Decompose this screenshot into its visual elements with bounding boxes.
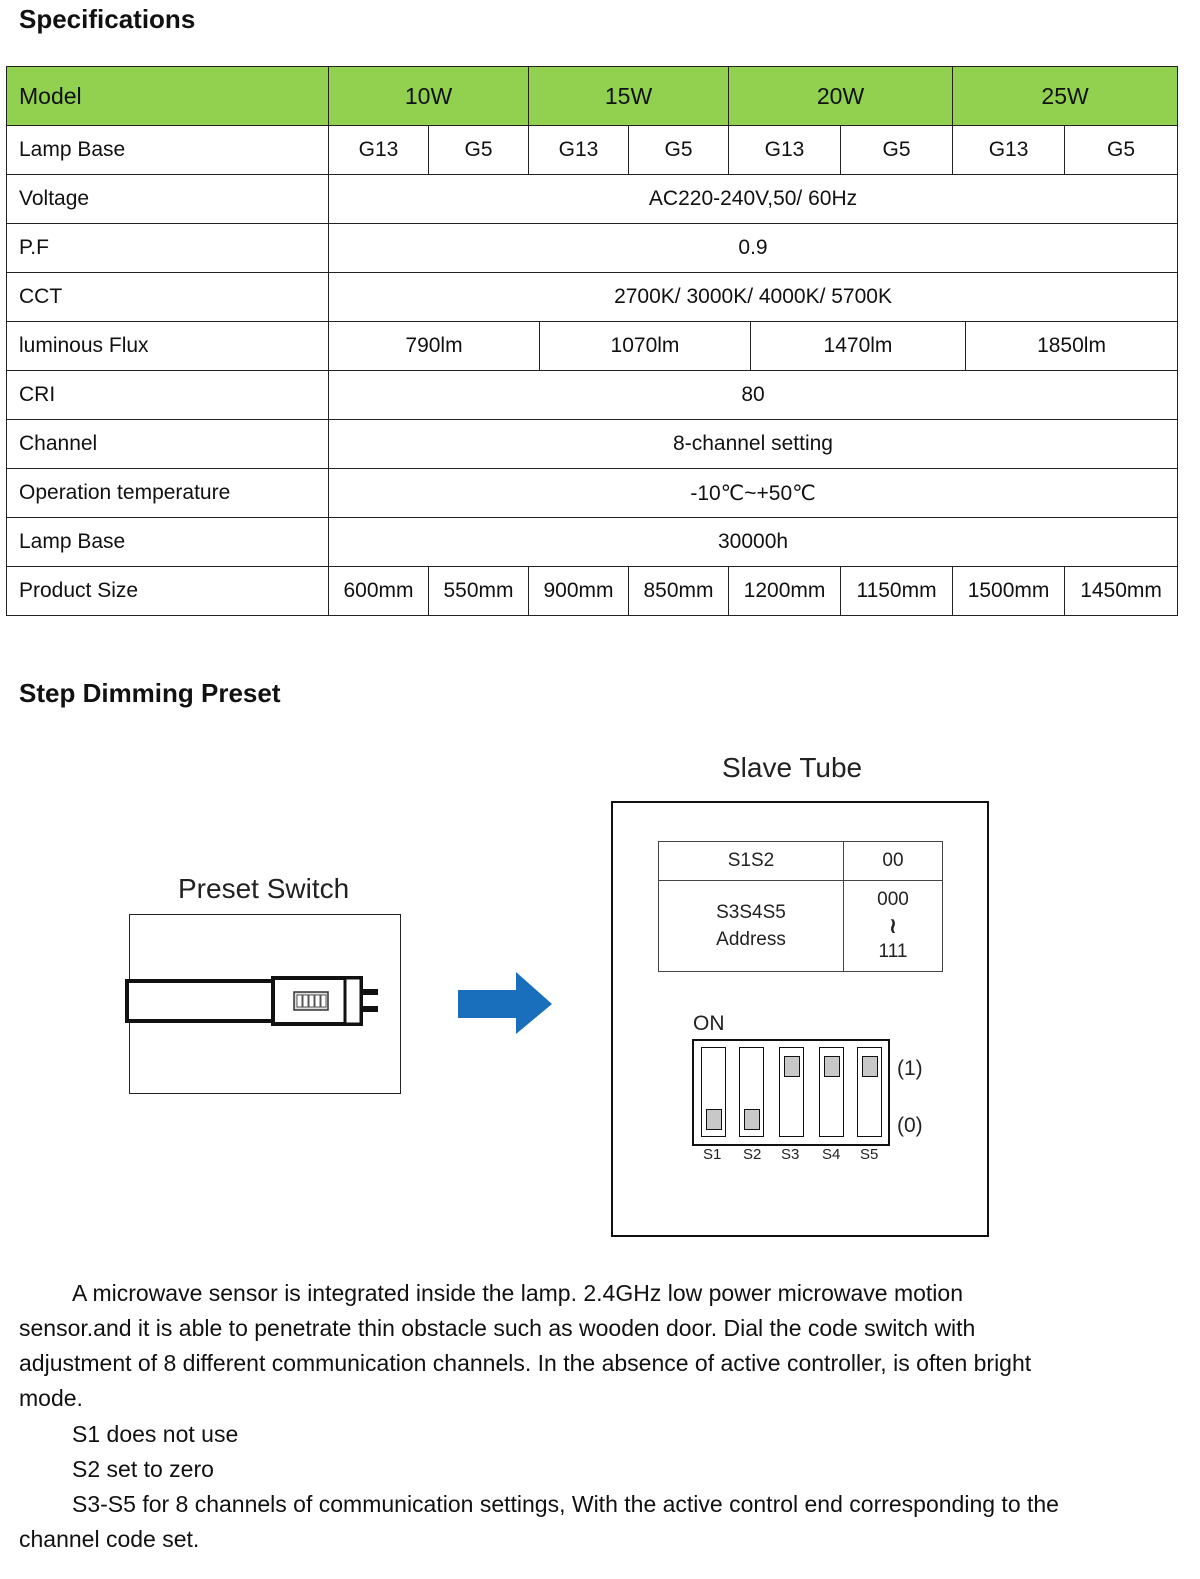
dip-slot-s1[interactable] bbox=[701, 1047, 726, 1137]
channel-value: 8-channel setting bbox=[329, 420, 1178, 469]
row-label: Channel bbox=[7, 420, 329, 469]
mini-dip-switch-icon bbox=[294, 992, 328, 1010]
dip-knob-s3[interactable] bbox=[784, 1056, 800, 1077]
lifetime-row bbox=[7, 518, 1178, 567]
size-cell: 850mm bbox=[629, 567, 729, 616]
pf-value: 0.9 bbox=[329, 224, 1178, 273]
luminous-flux-group bbox=[329, 322, 1178, 371]
row-label: CCT bbox=[7, 273, 329, 322]
dip-switch bbox=[692, 1039, 890, 1146]
row-label: luminous Flux bbox=[7, 322, 329, 371]
row-label: Lamp Base bbox=[7, 126, 329, 175]
row-label: P.F bbox=[7, 224, 329, 273]
dip-knob-s1[interactable] bbox=[706, 1109, 722, 1130]
s1s2-value: 00 bbox=[844, 842, 943, 881]
model-15w: 15W bbox=[529, 67, 729, 126]
size-cell: 1200mm bbox=[729, 567, 841, 616]
dip-label-s5: S5 bbox=[860, 1146, 879, 1163]
flux-cell: 1850lm bbox=[1037, 334, 1106, 357]
model-10w: 10W bbox=[329, 67, 529, 126]
lamp-base-cell: G5 bbox=[1065, 126, 1178, 175]
voltage-value: AC220-240V,50/ 60Hz bbox=[329, 175, 1178, 224]
channel-row bbox=[7, 420, 1178, 469]
model-label: Model bbox=[7, 67, 329, 126]
lamp-base-cell: G13 bbox=[729, 126, 841, 175]
size-cell: 900mm bbox=[529, 567, 629, 616]
address-label bbox=[659, 881, 844, 972]
dip-knob-s4[interactable] bbox=[824, 1056, 840, 1077]
model-25w: 25W bbox=[953, 67, 1178, 126]
dip-slot-s5[interactable] bbox=[857, 1047, 882, 1137]
lamp-base-cell: G5 bbox=[429, 126, 529, 175]
cri-value: 80 bbox=[329, 371, 1178, 420]
address-to: 111 bbox=[878, 941, 908, 962]
lamp-base-cell: G13 bbox=[329, 126, 429, 175]
lamp-base-cell: G5 bbox=[841, 126, 953, 175]
slave-tube-title: Slave Tube bbox=[722, 752, 863, 783]
row-label: Voltage bbox=[7, 175, 329, 224]
step-dimming-heading: Step Dimming Preset bbox=[19, 678, 281, 708]
size-cell: 550mm bbox=[429, 567, 529, 616]
dip-slot-s3[interactable] bbox=[779, 1047, 804, 1137]
cct-row bbox=[7, 273, 1178, 322]
row-label: Operation temperature bbox=[7, 469, 329, 518]
address-range bbox=[844, 881, 943, 972]
dip-knob-s5[interactable] bbox=[862, 1056, 878, 1077]
operation-temperature-value: -10℃~+50℃ bbox=[329, 469, 1178, 518]
right-arrow-icon bbox=[458, 972, 554, 1036]
lamp-base-cell: G5 bbox=[629, 126, 729, 175]
dip-label-s3: S3 bbox=[781, 1146, 800, 1163]
tube-lamp-icon bbox=[124, 975, 386, 1027]
lamp-base-row bbox=[7, 126, 1178, 175]
size-cell: 1500mm bbox=[953, 567, 1065, 616]
model-row bbox=[7, 67, 1178, 126]
s3-s5-note: S3-S5 for 8 channels of communication settings, With the active control end corresponding to the channel code set. bbox=[19, 1491, 1059, 1552]
dip-label-s2: S2 bbox=[743, 1146, 762, 1163]
state-high-label: (1) bbox=[897, 1057, 923, 1080]
lamp-base-cell: G13 bbox=[529, 126, 629, 175]
state-low-label: (0) bbox=[897, 1114, 923, 1137]
preset-switch-title: Preset Switch bbox=[178, 873, 350, 904]
s1s2-label: S1S2 bbox=[659, 842, 844, 881]
specifications-heading: Specifications bbox=[19, 4, 196, 34]
address-label-line2: Address bbox=[716, 929, 786, 950]
cct-value: 2700K/ 3000K/ 4000K/ 5700K bbox=[329, 273, 1178, 322]
size-cell: 1150mm bbox=[841, 567, 953, 616]
row-label: Product Size bbox=[7, 567, 329, 616]
address-label-line1: S3S4S5 bbox=[716, 902, 786, 923]
voltage-row bbox=[7, 175, 1178, 224]
flux-cell: 790lm bbox=[329, 322, 540, 370]
flux-cell: 1070lm bbox=[540, 322, 751, 370]
dip-label-s4: S4 bbox=[822, 1146, 841, 1163]
address-from: 000 bbox=[877, 889, 909, 910]
dip-slot-s4[interactable] bbox=[819, 1047, 844, 1137]
row-label: Lamp Base bbox=[7, 518, 329, 567]
description-paragraph: A microwave sensor is integrated inside the lamp. 2.4GHz low power microwave motion sensor.and it is able to penetrate thin obstacle such as wooden door. Dial the code switch with adjustment of 8 different communication channels. In the absence of active controller, is often bright mode. bbox=[19, 1280, 1032, 1411]
address-table bbox=[658, 841, 943, 972]
size-cell: 600mm bbox=[329, 567, 429, 616]
s1-note: S1 does not use bbox=[72, 1421, 239, 1447]
luminous-flux-row bbox=[7, 322, 1178, 371]
size-cell: 1450mm bbox=[1065, 567, 1178, 616]
row-label: CRI bbox=[7, 371, 329, 420]
dip-slot-s2[interactable] bbox=[739, 1047, 764, 1137]
flux-cell: 1470lm bbox=[751, 322, 966, 370]
model-20w: 20W bbox=[729, 67, 953, 126]
range-tilde-icon: ≀ bbox=[888, 913, 898, 938]
on-label: ON bbox=[693, 1012, 725, 1035]
operation-temperature-row bbox=[7, 469, 1178, 518]
product-size-row bbox=[7, 567, 1178, 616]
specifications-table bbox=[6, 66, 1178, 616]
dip-knob-s2[interactable] bbox=[744, 1109, 760, 1130]
s2-note: S2 set to zero bbox=[72, 1456, 214, 1482]
lamp-base-cell: G13 bbox=[953, 126, 1065, 175]
pf-row bbox=[7, 224, 1178, 273]
lifetime-value: 30000h bbox=[329, 518, 1178, 567]
cri-row bbox=[7, 371, 1178, 420]
dip-label-s1: S1 bbox=[703, 1146, 722, 1163]
